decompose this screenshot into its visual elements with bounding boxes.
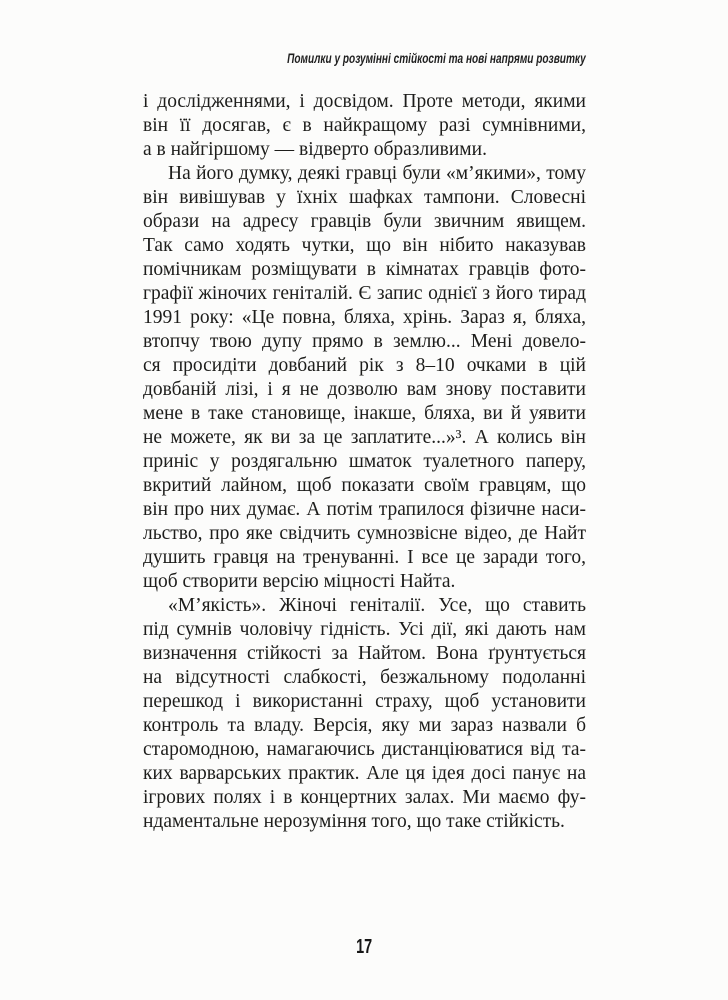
page-number: 17 [355, 936, 373, 958]
text-line: під сумнів чоловічу гідність. Усі дії, які дають нам [143, 619, 586, 640]
text-line: на відсутності слабкості, безжальному подоланні [143, 667, 586, 688]
text-line: приніс у роздягальню шматок туалетного паперу, [143, 451, 586, 472]
running-header: Помилки у розумінні стійкості та нові напрями розвитку [287, 50, 586, 66]
text-line: не можете, як ви за це заплатите...»³. А колись він [143, 427, 586, 448]
text-line: довбаній лізі, і я не дозволю вам знову поставити [143, 379, 586, 400]
text-line: він про них думає. А потім трапилося фізичне наси- [143, 499, 586, 520]
text-line: помічникам розміщувати в кімнатах гравців фото- [143, 259, 586, 280]
text-line: щоб створити версію міцності Найта. [143, 571, 456, 592]
text-line: вкритий лайном, щоб показати своїм гравцям, що [143, 475, 586, 496]
text-line: ндаментальне нерозуміння того, що таке стійкість. [143, 811, 565, 832]
text-line: а в найгіршому — відверто образливими. [143, 139, 487, 160]
text-line: він її досягав, є в найкращому разі сумнівними, [143, 115, 586, 136]
text-line: ігрових полях і в концертних залах. Ми маємо фу- [143, 787, 586, 808]
text-line: графії жіночих геніталій. Є запис однієї з його тирад [143, 283, 586, 304]
body-text [143, 90, 586, 834]
text-line: мене в таке становище, інакше, бляха, ви й уявити [143, 403, 586, 424]
text-line: перешкод і використанні страху, щоб установити [143, 691, 586, 712]
text-line: «М’якість». Жіночі геніталії. Усе, що ставить [168, 595, 586, 616]
text-line: льство, про яке свідчить сумнозвісне відео, де Найт [143, 523, 586, 544]
text-line: ся просидіти довбаний рік з 8–10 очками в цій [143, 355, 586, 376]
text-line: ких варварських практик. Але ця ідея досі панує на [143, 763, 586, 784]
folio [0, 936, 728, 958]
text-line: На його думку, деякі гравці були «м’якими», тому [168, 163, 586, 184]
text-line: втопчу твою дупу прямо в землю... Мені довело- [143, 331, 586, 352]
text-line: визначення стійкості за Найтом. Вона ґрунтується [143, 643, 586, 664]
text-line: контроль та владу. Версія, яку ми зараз назвали б [143, 715, 586, 736]
text-line: образи на адресу гравців були звичним явищем. [143, 211, 586, 232]
text-line: він вивішував у їхніх шафках тампони. Словесні [143, 187, 586, 208]
text-line: 1991 року: «Це повна, бляха, хрінь. Зараз я, бляха, [143, 307, 586, 328]
text-line: старомодною, намагаючись дистанціюватися від та- [143, 739, 586, 760]
text-line: душить гравця на тренуванні. І все це заради того, [143, 547, 586, 568]
text-line: і дослідженнями, і досвідом. Проте методи, якими [143, 91, 586, 112]
text-line: Так само ходять чутки, що він нібито наказував [143, 235, 586, 256]
